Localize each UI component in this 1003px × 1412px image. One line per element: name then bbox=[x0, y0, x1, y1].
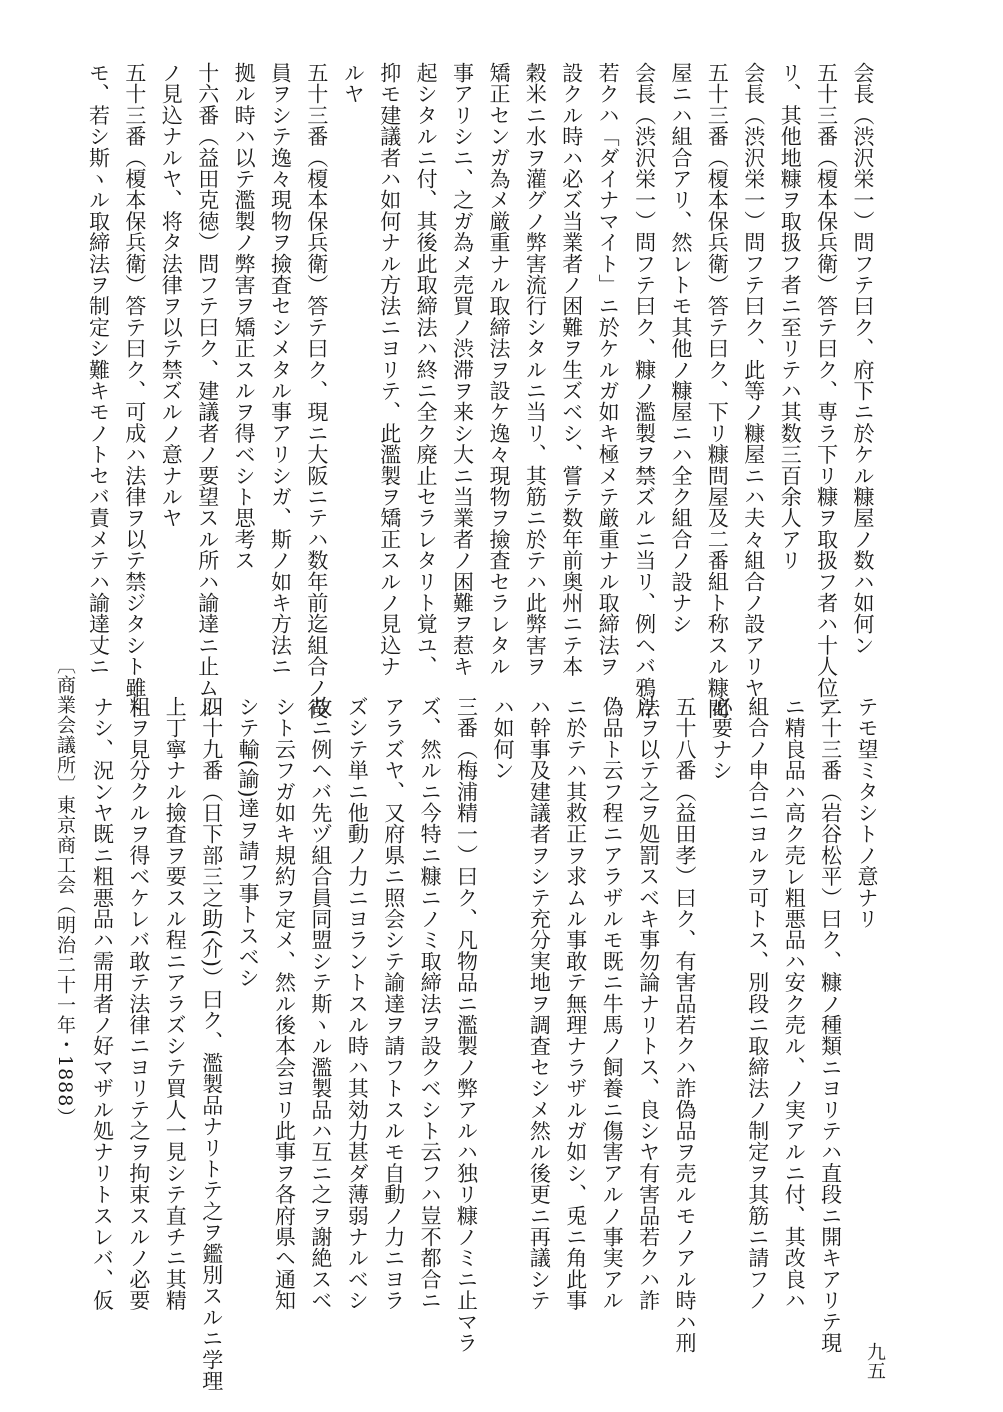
text-line: 抑モ建議者ハ如何ナル方法ニヨリテ、此濫製ヲ矯正スルノ見込ナ bbox=[377, 62, 402, 677]
text-line: リ、其他地糠ヲ取扱フ者ニ至リテハ其数三百余人アリ bbox=[778, 62, 803, 571]
text-line: ナシ、況ンヤ既ニ粗悪品ハ需用者ノ好マザル処ナリトスレバ、仮 bbox=[90, 696, 115, 1311]
text-line: 会長（渋沢栄一）問フテ曰ク、府下ニ於ケル糠屋ノ数ハ如何ン bbox=[851, 62, 875, 656]
text-line: 会長（渋沢栄一）問フテ曰ク、此等ノ糠屋ニハ夫々組合ノ設アリヤ bbox=[741, 62, 766, 698]
text-line: ニ精良品ハ高ク売レ粗悪品ハ安ク売ル、ノ実アルニ付、其改良ハ bbox=[782, 696, 807, 1311]
text-line: 五十三番（榎本保兵衛）答テ曰ク、可成ハ法律ヲ以テ禁ジタシト雖ト bbox=[122, 62, 147, 720]
text-line: 二十三番（岩谷松平）曰ク、糠ノ種類ニヨリテハ直段ニ開キアリテ現 bbox=[818, 696, 843, 1354]
text-line: ノ見込ナルヤ、将タ法律ヲ以テ禁ズルノ意ナルヤ bbox=[159, 62, 184, 529]
text-line: ズ、然ルニ今特ニ糠ニノミ取締法ヲ設クベシト云フハ豈不都合ニ bbox=[418, 696, 443, 1311]
text-line: テモ望ミタシトノ意ナリ bbox=[855, 696, 879, 930]
text-line: 矯正センガ為メ厳重ナル取締法ヲ設ケ逸々現物ヲ撿査セラレタル bbox=[486, 62, 511, 677]
footer-year: （明治二十一年・1888） bbox=[54, 895, 76, 1128]
text-line: 四十九番（日下部三之助(介)）曰ク、濫製品ナリトテ之ヲ鑑別スルニ学理 bbox=[199, 696, 224, 1392]
text-line: 法ヲ以テ之ヲ処罰スベキ事勿論ナリトス、良シヤ有害品若クハ詐 bbox=[636, 696, 661, 1311]
text-line: 事アリシニ、之ガ為メ売買ノ渋滞ヲ来シ大ニ当業者ノ困難ヲ惹キ bbox=[450, 62, 475, 677]
text-line: 組合ノ申合ニヨルヲ可トス、別段ニ取締法ノ制定ヲ其筋ニ請フノ bbox=[745, 696, 770, 1311]
text-line: 上丁寧ナル撿査ヲ要スル程ニアラズシテ買人一見シテ直チニ其精 bbox=[163, 696, 188, 1311]
text-line: 五十三番（榎本保兵衛）答テ曰ク、現ニ大阪ニテハ数年前迄組合ノ役 bbox=[304, 62, 329, 720]
text-line: 三番（梅浦精一）曰ク、凡物品ニ濫製ノ弊アルハ独リ糠ノミニ止マラ bbox=[454, 696, 479, 1354]
text-line: ハ幹事及建議者ヲシテ充分実地ヲ調査セシメ然ル後更ニ再議シテ bbox=[527, 696, 552, 1311]
text-line: ルヤ bbox=[341, 62, 366, 105]
upper-text-block bbox=[86, 62, 881, 720]
text-line: 若クハ「ダイナマイト」ニ於ケルガ如キ極メテ厳重ナル取締法ヲ bbox=[596, 62, 621, 677]
text-line: 会長（渋沢栄一）問フテ曰ク、糠ノ濫製ヲ禁ズルニ当リ、例ヘバ鴉片 bbox=[632, 62, 657, 720]
text-line: 十六番（益田克徳）問フテ曰ク、建議者ノ要望スル所ハ諭達ニ止ムル bbox=[195, 62, 220, 720]
text-line: アラズヤ、又府県ニ照会シテ諭達ヲ請フトスルモ自動ノ力ニヨラ bbox=[381, 696, 406, 1311]
text-line: 五十三番（榎本保兵衛）答テ曰ク、専ラ下リ糠ヲ取扱フ者ハ十人位ア bbox=[814, 62, 839, 720]
footer-publisher: 東京商工会 bbox=[54, 795, 76, 895]
text-line: シト云フガ如キ規約ヲ定メ、然ル後本会ヨリ此事ヲ各府県ヘ通知 bbox=[272, 696, 297, 1311]
text-line: 粗ヲ見分クルヲ得ベケレバ敢テ法律ニヨリテ之ヲ拘束スルノ必要 bbox=[126, 696, 151, 1311]
text-line: 員ヲシテ逸々現物ヲ撿査セシメタル事アリシガ、斯ノ如キ方法ニ bbox=[268, 62, 293, 677]
text-line: ズシテ単ニ他動ノ力ニヨラントスル時ハ其効力甚ダ薄弱ナルベシ bbox=[345, 696, 370, 1311]
footer-source bbox=[52, 655, 79, 1355]
footer-source-label: 〔商業会議所〕 bbox=[54, 655, 76, 795]
text-line: ニ於テハ其救正ヲ求ムル事敢テ無理ナラザルガ如シ、兎ニ角此事 bbox=[563, 696, 588, 1311]
text-line: 設クル時ハ必ズ当業者ノ困難ヲ生ズベシ、嘗テ数年前奥州ニテ本 bbox=[559, 62, 584, 677]
text-line: シテ輸(諭)達ヲ請フ事トスベシ bbox=[236, 696, 261, 989]
text-line: モ、若シ斯ヽル取締法ヲ制定シ難キモノトセバ責メテハ諭達丈ニ bbox=[86, 62, 111, 677]
text-line: 拠ル時ハ以テ濫製ノ弊害ヲ矯正スルヲ得ベシト思考ス bbox=[232, 62, 257, 571]
text-line: 屋ニハ組合アリ、然レトモ其他ノ糠屋ニハ全ク組合ノ設ナシ bbox=[668, 62, 693, 635]
text-line: 偽品ト云フ程ニアラザルモ既ニ牛馬ノ飼養ニ傷害アルノ事実アル bbox=[600, 696, 625, 1311]
text-line: 穀米ニ水ヲ灌グノ弊害流行シタルニ当リ、其筋ニ於テハ此弊害ヲ bbox=[523, 62, 548, 677]
text-line: 五十三番（榎本保兵衛）答テ曰ク、下リ糠問屋及二番組ト称スル糠問 bbox=[705, 62, 730, 720]
text-line: ハ如何ン bbox=[490, 696, 515, 781]
text-line: 必要ナシ bbox=[709, 696, 734, 781]
text-line: 五十八番（益田孝）曰ク、有害品若クハ詐偽品ヲ売ルモノアル時ハ刑 bbox=[672, 696, 697, 1354]
text-line: 故ニ例ヘバ先ヅ組合員同盟シテ斯ヽル濫製品ハ互ニ之ヲ謝絶スベ bbox=[308, 696, 333, 1311]
page-number: 九五 bbox=[864, 1342, 886, 1380]
text-line: 起シタルニ付、其後此取締法ハ終ニ全ク廃止セラレタリト覚ユ、 bbox=[414, 62, 439, 677]
